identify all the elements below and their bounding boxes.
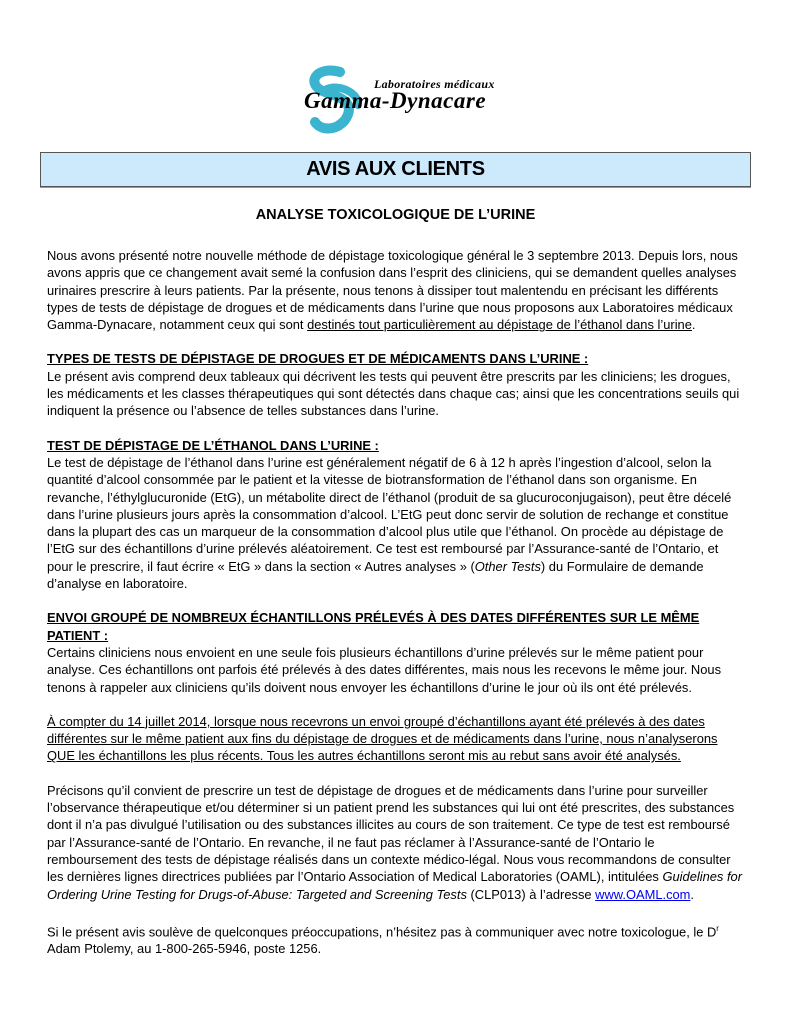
- page-title: AVIS AUX CLIENTS: [40, 152, 751, 187]
- notice-paragraph: À compter du 14 juillet 2014, lorsque nous recevrons un envoi groupé d’échantillons ayant été prélevés à des dates différentes sur le même patient aux fins du dépistage de drogues et de médicaments dans l’urine, nous n’analyserons QUE les échantillons les plus récents. Tous les autres échantillons seront mis au rebut sans avoir été analysés.: [47, 713, 718, 764]
- section-heading: ENVOI GROUPÉ DE NOMBREUX ÉCHANTILLONS PRÉLEVÉS À DES DATES DIFFÉRENTES SUR LE MÊME PATIENT :: [47, 610, 700, 643]
- italic-text: Guidelines for Ordering Urine Testing for Drugs-of-Abuse: Targeted and Screening Tests: [47, 869, 743, 902]
- oaml-link[interactable]: www.OAML.com: [595, 886, 691, 902]
- text: Le présent avis comprend deux tableaux qui décrivent les tests qui peuvent être prescrits par les cliniciens; les drogues, les médicaments et les classes thérapeutiques qui sont détectés dans chaque cas; ainsi que les concentrations seuils qui indiquent la présence ou l’absence de telles substances dans l’urine.: [47, 368, 740, 419]
- text: Si le présent avis soulève de quelconques préoccupations, n’hésitez pas à communiquer avec notre toxicologue, le: [47, 924, 707, 940]
- precision-paragraph: [47, 782, 744, 903]
- section-grouped-samples: [47, 609, 744, 695]
- subtitle: ANALYSE TOXICOLOGIQUE DE L’URINE: [255, 207, 536, 223]
- text: Nous avons présenté notre nouvelle méthode de dépistage toxicologique général le 3 septembre 2013. Depuis lors, nous avons appris que ce changement avait semé la confusion dans l’esprit des cliniciens, qui se demandent quelles analyses urinaires prescrire à leurs patients. Par la présente, nous tenons à dissiper tout malentendu en précisant les différents types de tests de dépistage de drogues et de médicaments dans l’urine que nous proposons aux Laboratoires médicaux Gamma-Dynacare, notamment ceux qui sont: [47, 248, 738, 333]
- text: Adam Ptolemy, au 1-800-265-5946, poste 1256.: [47, 941, 322, 957]
- underlined-text: destinés tout particulièrement au dépistage de l’éthanol dans l’urine: [307, 317, 692, 333]
- text: .: [690, 886, 695, 902]
- intro-paragraph: [47, 247, 744, 333]
- text: Précisons qu’il convient de prescrire un test de dépistage de drogues et de médicaments dans l’urine pour surveiller l’observance thérapeutique et/ou déterminer si un patient prend les substances qui lui ont été prescrites, des substances dont il n’a pas divulgué l’utilisation ou des substances illicites au cours de son traitement. Ce type de test est remboursé par l’Assurance-santé de l’Ontario. En revanche, il ne faut pas réclamer à l’Assurance-santé de l’Ontario le remboursement des tests de dépistage réalisés dans un contexte médico-légal. Nous vous recommandons de consulter les dernières lignes directrices publiées par l’Ontario Association of Medical Laboratories (OAML), intitulées: [47, 782, 735, 885]
- text: .: [691, 317, 696, 333]
- text: (CLP013) à l’adresse: [466, 886, 596, 902]
- logo-subtitle: Laboratoires médicaux: [374, 77, 495, 91]
- gamma-dynacare-logo: [300, 60, 500, 140]
- italic-text: Other Tests: [474, 558, 541, 574]
- contact-paragraph: [47, 920, 744, 958]
- text: Certains cliniciens nous envoient en une seule fois plusieurs échantillons d’urine prélevés sur le même patient pour analyse. Ces échantillons ont parfois été prélevés à des dates différentes, mais nous les recevons le même jour. Nous tenons à rappeler aux cliniciens qu’ils doivent nous envoyer les échantillons d’urine le jour où ils ont été prélevés.: [47, 644, 722, 695]
- section-test-types: [47, 350, 744, 419]
- section-ethanol: [47, 437, 744, 593]
- logo-name: Gamma-Dynacare: [304, 88, 487, 113]
- text: D: [706, 924, 717, 940]
- text: ) du Formulaire de demande d’analyse en laboratoire.: [47, 558, 704, 592]
- section-heading: TEST DE DÉPISTAGE DE L’ÉTHANOL DANS L’URINE :: [47, 437, 379, 453]
- document-body: [47, 205, 744, 975]
- section-heading: TYPES DE TESTS DE DÉPISTAGE DE DROGUES ET DE MÉDICAMENTS DANS L’URINE :: [47, 351, 589, 367]
- superscript: r: [716, 923, 719, 933]
- text: Le test de dépistage de l’éthanol dans l’urine est généralement négatif de 6 à 12 h après l’ingestion d’alcool, selon la quantité d’alcool consommée par le patient et la vitesse de biotransformation de l’éthanol dans son organisme. En revanche, l’éthylglucuronide (EtG), un métabolite direct de l’éthanol (produit de sa glucuroconjugaison), peut être décelé dans l’urine plusieurs jours après la consommation d’alcool. L’EtG peut donc servir de solution de rechange et constitue dans la plupart des cas un marqueur de la consommation d’alcool plus utile que l’éthanol. On procède au dépistage de l’EtG sur des échantillons d’urine prélevés aléatoirement. Ce test est remboursé par l’Assurance-santé de l’Ontario, et pour le prescrire, il faut écrire « EtG » dans la section « Autres analyses » (: [47, 454, 732, 574]
